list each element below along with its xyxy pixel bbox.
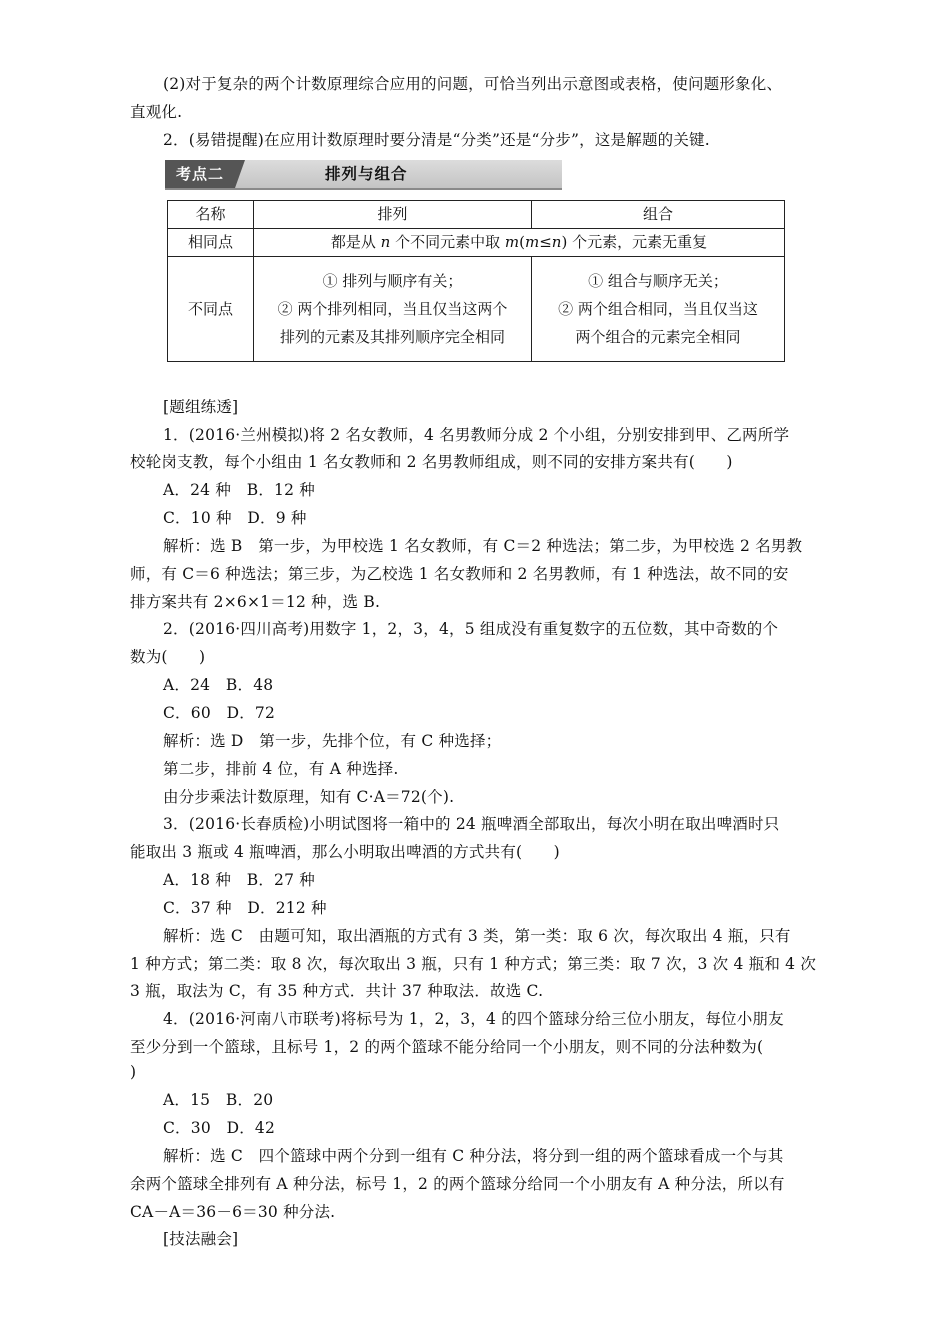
question-2-options-2: C．60 D．72: [163, 704, 276, 722]
cell-line: ② 两个排列相同，当且仅当这两个: [277, 300, 508, 318]
question-1-line-2: 校轮岗支教，每个小组由 1 名女教师和 2 名男教师组成，则不同的安排方案共有( ): [130, 453, 733, 471]
question-1-options-2: C．10 种 D．9 种: [163, 509, 307, 527]
question-3-solution-line-2: 1 种方式；第二类：取 8 次，每次取出 3 瓶，只有 1 种方式；第三类：取 7 次，3 次 4 瓶和 4 次: [130, 955, 817, 973]
question-4-solution-line-2: 余两个篮球全排列有 A 种分法，标号 1，2 的两个篮球分给同一个小朋友有 A 种分法，所以有: [130, 1175, 785, 1193]
comparison-table: [167, 200, 785, 362]
table-header-cell: 排列: [254, 201, 532, 229]
table-row-similarity: [168, 229, 785, 257]
question-2-solution-line-2: 第二步，排前 4 位，有 A 种选择.: [163, 760, 399, 778]
question-1-solution-line-3: 排方案共有 2×6×1＝12 种，选 B.: [130, 593, 381, 611]
cell-line: 排列的元素及其排列顺序完全相同: [279, 328, 505, 346]
question-4-line-2: 至少分到一个篮球，且标号 1，2 的两个篮球不能分给同一个小朋友，则不同的分法种数为(: [130, 1038, 764, 1056]
section-tag: 考点二: [165, 160, 235, 188]
variable-m: m: [524, 233, 540, 251]
table-header-cell: 名称: [168, 201, 254, 229]
cell-line: ② 两个组合相同，当且仅当这: [558, 300, 758, 318]
question-4-solution-line-3: CA－A＝36－6＝30 种分法.: [130, 1203, 336, 1221]
combination-difference-cell: [532, 257, 785, 362]
question-1-solution-line-1: 解析：选 B 第一步，为甲校选 1 名女教师，有 C＝2 种选法；第二步，为甲校选 2 名男教: [163, 537, 803, 555]
similarity-text-part: ) 个元素，元素无重复: [561, 233, 708, 251]
question-3-options-2: C．37 种 D．212 种: [163, 899, 327, 917]
less-equal-symbol: ≤: [539, 233, 552, 251]
cell-line: ① 排列与顺序有关；: [322, 272, 463, 290]
similarity-text: [254, 229, 785, 257]
question-4-solution-line-1: 解析：选 C 四个篮球中两个分到一组有 C 种分法，将分到一组的两个篮球看成一个与其: [163, 1147, 784, 1165]
cell-line: 两个组合的元素完全相同: [575, 328, 741, 346]
question-3-options-1: A．18 种 B．27 种: [163, 871, 315, 889]
question-2-solution-line-3: 由分步乘法计数原理，知有 C·A＝72(个).: [163, 788, 455, 806]
row-label-difference: 不同点: [168, 257, 254, 362]
intro-paragraph-2: 2．(易错提醒)在应用计数原理时要分清是“分类”还是“分步”，这是解题的关键.: [163, 131, 710, 149]
table-header-row: [168, 201, 785, 229]
variable-n: n: [551, 233, 562, 251]
similarity-text-part: (: [519, 233, 525, 251]
question-4-options-1: A．15 B．20: [163, 1091, 274, 1109]
table-row-difference: [168, 257, 785, 362]
question-3-solution-line-1: 解析：选 C 由题可知，取出酒瓶的方式有 3 类，第一类：取 6 次，每次取出 4 瓶，只有: [163, 927, 791, 945]
question-4-line-1: 4．(2016·河南八市联考)将标号为 1，2，3，4 的四个篮球分给三位小朋友，每位小朋友: [163, 1010, 784, 1028]
intro-paragraph-1-line-2: 直观化.: [130, 103, 183, 121]
technique-heading: [技法融会]: [163, 1230, 239, 1248]
variable-m: m: [504, 233, 520, 251]
row-label-similarity: 相同点: [168, 229, 254, 257]
section-title: 排列与组合: [325, 165, 408, 183]
section-banner: [165, 160, 562, 190]
variable-n: n: [380, 233, 391, 251]
practice-heading: [题组练透]: [163, 398, 239, 416]
question-1-options-1: A．24 种 B．12 种: [163, 481, 315, 499]
cell-line: ① 组合与顺序无关；: [588, 272, 728, 290]
question-2-solution-line-1: 解析：选 D 第一步，先排个位，有 C 种选择；: [163, 732, 502, 750]
table-header-cell: 组合: [532, 201, 785, 229]
intro-paragraph-1-line-1: (2)对于复杂的两个计数原理综合应用的问题，可恰当列出示意图或表格，使问题形象化、: [163, 75, 783, 93]
question-1-line-1: 1．(2016·兰州模拟)将 2 名女教师，4 名男教师分成 2 个小组，分别安排到甲、乙两所学: [163, 426, 790, 444]
question-4-options-2: C．30 D．42: [163, 1119, 276, 1137]
question-2-line-1: 2．(2016·四川高考)用数字 1，2，3，4，5 组成没有重复数字的五位数，其中奇数的个: [163, 620, 779, 638]
question-3-line-2: 能取出 3 瓶或 4 瓶啤酒，那么小明取出啤酒的方式共有( ): [130, 843, 560, 861]
permutation-difference-cell: [254, 257, 532, 362]
question-4-line-3: ): [130, 1063, 137, 1081]
question-3-solution-line-3: 3 瓶，取法为 C，有 35 种方式．共计 37 种取法．故选 C.: [130, 982, 544, 1000]
question-2-options-1: A．24 B．48: [163, 676, 274, 694]
similarity-text-part: 个不同元素中取: [390, 233, 505, 251]
question-2-line-2: 数为( ): [130, 648, 206, 666]
question-3-line-1: 3．(2016·长春质检)小明试图将一箱中的 24 瓶啤酒全部取出，每次小明在取出啤酒时只: [163, 815, 780, 833]
question-1-solution-line-2: 师，有 C＝6 种选法；第三步，为乙校选 1 名女教师和 2 名男教师，有 1 种选法，故不同的安: [130, 565, 789, 583]
similarity-text-part: 都是从: [330, 233, 381, 251]
